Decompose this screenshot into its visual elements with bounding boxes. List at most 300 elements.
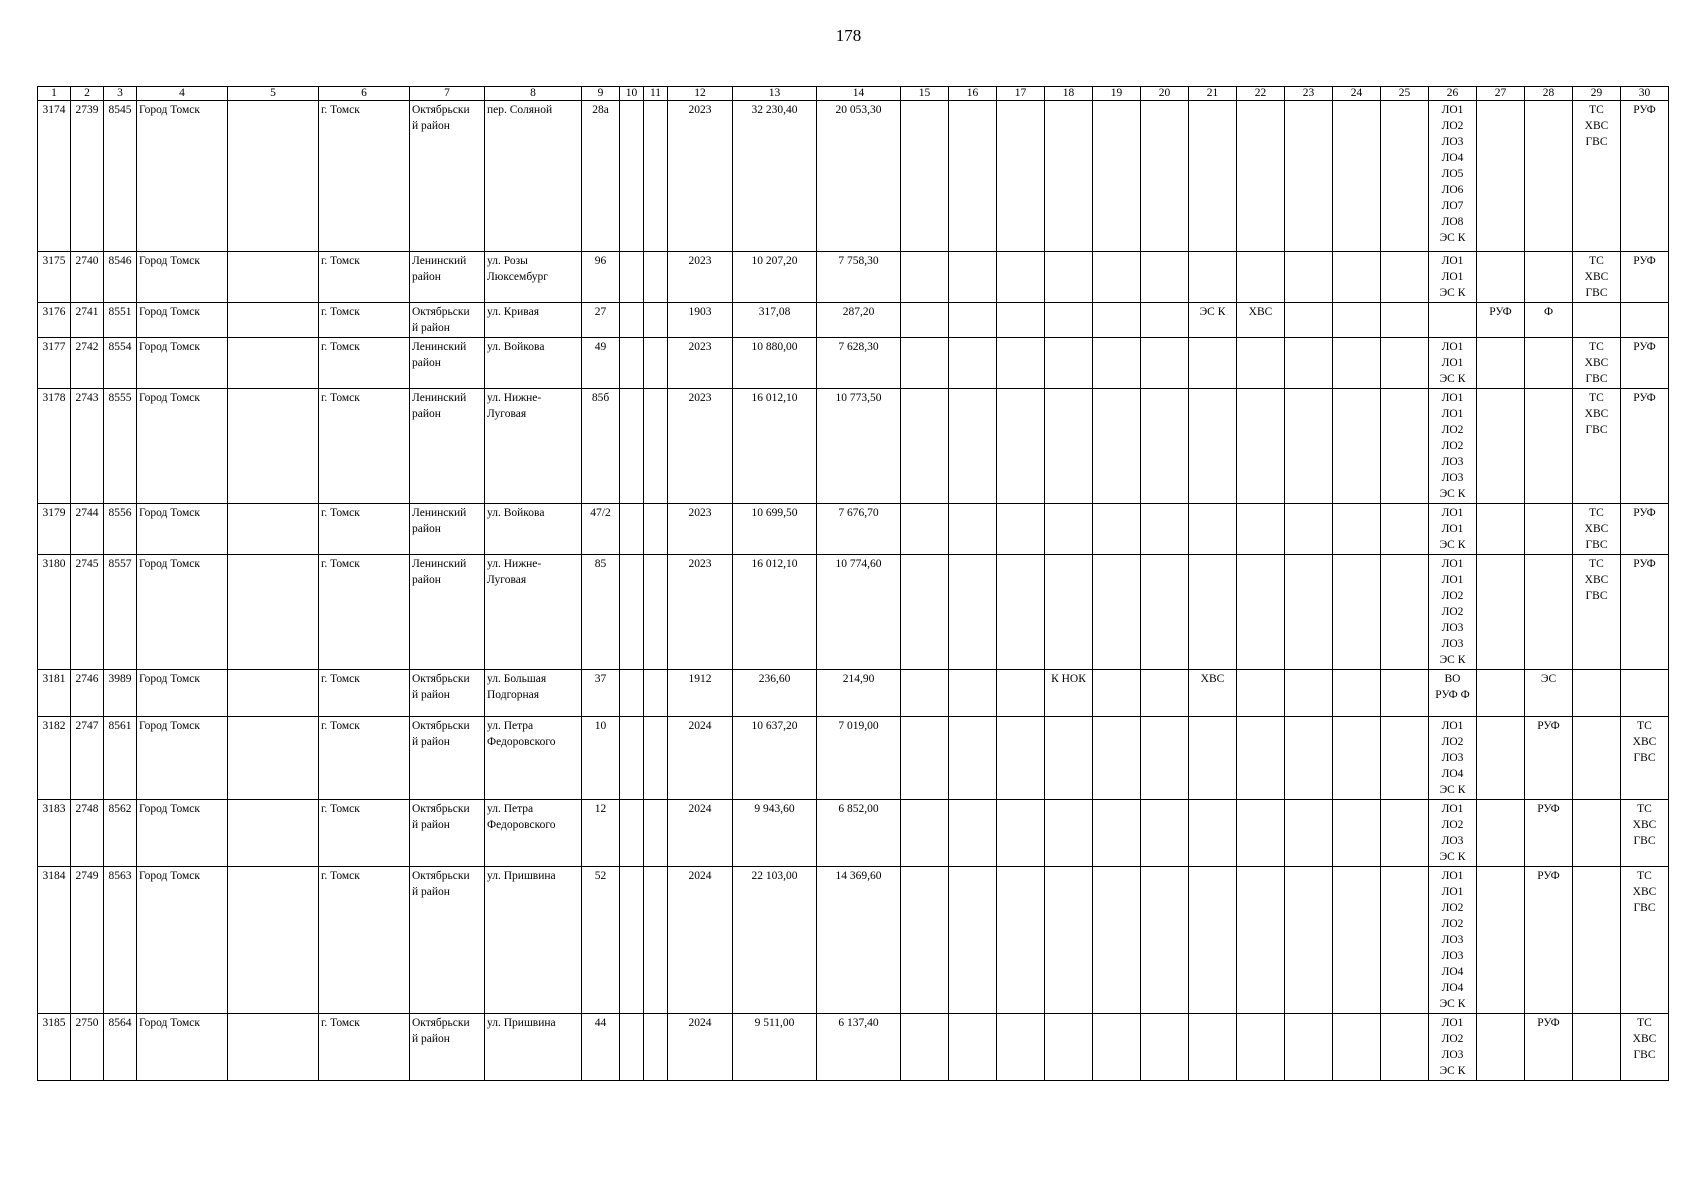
table-cell (1141, 717, 1189, 800)
table-cell (228, 717, 319, 800)
table-cell: Город Томск (137, 555, 228, 670)
table-cell: Октябрьски й район (410, 101, 485, 252)
table-cell (901, 800, 949, 867)
table-cell (1381, 504, 1429, 555)
table-cell: 20 053,30 (817, 101, 901, 252)
table-cell (1189, 800, 1237, 867)
table-cell: 3177 (38, 338, 71, 389)
table-cell (949, 252, 997, 303)
table-cell (1093, 338, 1141, 389)
table-cell: ТС ХВС ГВС (1573, 504, 1621, 555)
column-header: 23 (1285, 87, 1333, 101)
table-cell: ул. Пришвина (485, 1014, 582, 1081)
column-header: 26 (1429, 87, 1477, 101)
table-cell (644, 252, 668, 303)
table-cell: ЛО1 ЛО2 ЛО3 ЛО4 ЭС К (1429, 717, 1477, 800)
table-cell (1333, 555, 1381, 670)
table-cell (1285, 717, 1333, 800)
table-cell: 3174 (38, 101, 71, 252)
table-cell: 2747 (71, 717, 104, 800)
table-cell (228, 555, 319, 670)
column-header: 8 (485, 87, 582, 101)
table-cell (1093, 504, 1141, 555)
table-cell: 28а (582, 101, 620, 252)
table-cell: 44 (582, 1014, 620, 1081)
table-cell: Ленинский район (410, 504, 485, 555)
table-cell: Октябрьски й район (410, 800, 485, 867)
column-header: 15 (901, 87, 949, 101)
table-cell: 7 019,00 (817, 717, 901, 800)
table-cell (644, 670, 668, 717)
table-cell (1333, 303, 1381, 338)
table-cell (1093, 252, 1141, 303)
table-cell: 10 699,50 (733, 504, 817, 555)
table-cell (949, 389, 997, 504)
table-cell (1237, 504, 1285, 555)
table-cell: 3989 (104, 670, 137, 717)
table-cell (1285, 800, 1333, 867)
table-cell (1381, 389, 1429, 504)
table-cell: ЛО1 ЛО1 ЛО2 ЛО2 ЛО3 ЛО3 ЭС К (1429, 555, 1477, 670)
table-cell (1285, 101, 1333, 252)
table-cell: РУФ (1621, 338, 1669, 389)
column-header: 2 (71, 87, 104, 101)
table-cell (997, 670, 1045, 717)
table-cell (1141, 555, 1189, 670)
table-cell (1333, 101, 1381, 252)
table-cell: РУФ (1621, 555, 1669, 670)
table-cell: 2742 (71, 338, 104, 389)
table-cell: Город Томск (137, 303, 228, 338)
table-cell (949, 101, 997, 252)
table-cell (1333, 389, 1381, 504)
table-row (38, 504, 1669, 555)
table-cell (644, 800, 668, 867)
table-cell: 2750 (71, 1014, 104, 1081)
table-cell (1525, 338, 1573, 389)
table-cell: 8556 (104, 504, 137, 555)
table-cell (997, 338, 1045, 389)
table-cell (620, 252, 644, 303)
table-cell: ул. Большая Подгорная (485, 670, 582, 717)
column-header: 29 (1573, 87, 1621, 101)
table-cell: ТС ХВС ГВС (1621, 800, 1669, 867)
table-cell: 8551 (104, 303, 137, 338)
table-cell: 1912 (668, 670, 733, 717)
table-cell: ЛО1 ЛО1 ЛО2 ЛО2 ЛО3 ЛО3 ЛО4 ЛО4 ЭС К (1429, 867, 1477, 1014)
table-cell (1285, 303, 1333, 338)
column-header: 6 (319, 87, 410, 101)
table-cell (997, 389, 1045, 504)
table-cell (1381, 101, 1429, 252)
table-cell: 96 (582, 252, 620, 303)
table-cell (1141, 867, 1189, 1014)
table-cell (1189, 504, 1237, 555)
table-cell: г. Томск (319, 389, 410, 504)
table-cell (1573, 1014, 1621, 1081)
table-cell (228, 338, 319, 389)
table-cell (1285, 1014, 1333, 1081)
table-cell: РУФ (1525, 1014, 1573, 1081)
table-cell: ул. Петра Федоровского (485, 717, 582, 800)
table-cell (997, 555, 1045, 670)
column-header: 10 (620, 87, 644, 101)
table-cell: Октябрьски й район (410, 303, 485, 338)
table-cell (1333, 252, 1381, 303)
table-cell: Город Томск (137, 1014, 228, 1081)
table-cell (949, 555, 997, 670)
table-cell (997, 504, 1045, 555)
table-cell: 9 943,60 (733, 800, 817, 867)
table-cell (901, 717, 949, 800)
column-header: 27 (1477, 87, 1525, 101)
table-cell: 3185 (38, 1014, 71, 1081)
column-header: 3 (104, 87, 137, 101)
table-cell: ул. Войкова (485, 338, 582, 389)
table-cell (1573, 717, 1621, 800)
table-cell (644, 717, 668, 800)
table-cell (1237, 1014, 1285, 1081)
table-cell: 3176 (38, 303, 71, 338)
table-cell: 236,60 (733, 670, 817, 717)
table-cell (1141, 670, 1189, 717)
register-table (37, 86, 1669, 1081)
page-number: 178 (835, 26, 862, 45)
table-cell: 2745 (71, 555, 104, 670)
table-cell (949, 504, 997, 555)
table-cell (1333, 800, 1381, 867)
table-cell (1045, 101, 1093, 252)
table-cell (228, 101, 319, 252)
table-cell (1285, 555, 1333, 670)
table-cell (1237, 338, 1285, 389)
table-cell: Ленинский район (410, 389, 485, 504)
table-cell: 10 (582, 717, 620, 800)
table-cell (1477, 555, 1525, 670)
table-cell (1333, 867, 1381, 1014)
table-cell: 2739 (71, 101, 104, 252)
table-cell (1093, 670, 1141, 717)
table-cell (620, 303, 644, 338)
table-cell (1525, 504, 1573, 555)
table-cell (1093, 717, 1141, 800)
table-cell (1573, 867, 1621, 1014)
table-cell (901, 101, 949, 252)
table-cell: 8555 (104, 389, 137, 504)
table-cell: ЛО1 ЛО2 ЛО3 ЭС К (1429, 1014, 1477, 1081)
table-cell (644, 555, 668, 670)
table-cell: 8546 (104, 252, 137, 303)
table-cell: 16 012,10 (733, 389, 817, 504)
column-header: 14 (817, 87, 901, 101)
table-cell: Город Томск (137, 800, 228, 867)
table-cell: 2024 (668, 867, 733, 1014)
column-header: 12 (668, 87, 733, 101)
table-cell (1381, 717, 1429, 800)
table-cell (1333, 338, 1381, 389)
table-cell: Город Томск (137, 338, 228, 389)
table-cell (1045, 504, 1093, 555)
column-header: 18 (1045, 87, 1093, 101)
table-cell: 287,20 (817, 303, 901, 338)
table-cell: 47/2 (582, 504, 620, 555)
table-cell (1621, 303, 1669, 338)
table-cell (1381, 303, 1429, 338)
table-cell (1525, 252, 1573, 303)
table-cell: ЭС (1525, 670, 1573, 717)
table-cell (228, 389, 319, 504)
table-cell (1573, 303, 1621, 338)
table-cell: 85 (582, 555, 620, 670)
table-cell: 10 207,20 (733, 252, 817, 303)
column-header: 13 (733, 87, 817, 101)
table-cell (620, 555, 644, 670)
table-cell: г. Томск (319, 800, 410, 867)
table-cell: г. Томск (319, 670, 410, 717)
table-cell (620, 338, 644, 389)
table-cell (1525, 555, 1573, 670)
table-row (38, 1014, 1669, 1081)
table-cell: ЛО1 ЛО2 ЛО3 ЭС К (1429, 800, 1477, 867)
table-cell: ТС ХВС ГВС (1621, 717, 1669, 800)
table-cell (1477, 101, 1525, 252)
table-cell: Город Томск (137, 389, 228, 504)
table-cell: 2023 (668, 101, 733, 252)
table-cell: ул. Нижне- Луговая (485, 389, 582, 504)
table-cell (1189, 867, 1237, 1014)
table-cell (901, 504, 949, 555)
table-cell: РУФ (1621, 101, 1669, 252)
table-cell (1477, 867, 1525, 1014)
table-cell (901, 670, 949, 717)
table-cell: К НОК (1045, 670, 1093, 717)
table-cell (1045, 867, 1093, 1014)
table-cell: 8561 (104, 717, 137, 800)
table-cell (997, 800, 1045, 867)
table-cell (1381, 1014, 1429, 1081)
table-cell (1381, 867, 1429, 1014)
table-cell (1141, 303, 1189, 338)
table-cell: Город Томск (137, 717, 228, 800)
table-row (38, 670, 1669, 717)
table-cell: Город Томск (137, 504, 228, 555)
table-cell: ул. Петра Федоровского (485, 800, 582, 867)
table-cell (901, 338, 949, 389)
table-cell: г. Томск (319, 717, 410, 800)
table-cell (1237, 867, 1285, 1014)
table-cell (1189, 555, 1237, 670)
table-cell (1093, 555, 1141, 670)
table-cell: 27 (582, 303, 620, 338)
table-cell: Город Томск (137, 867, 228, 1014)
column-header: 1 (38, 87, 71, 101)
table-cell: Ленинский район (410, 338, 485, 389)
table-cell (1477, 800, 1525, 867)
column-header: 28 (1525, 87, 1573, 101)
table-cell (1093, 303, 1141, 338)
table-cell (949, 1014, 997, 1081)
table-cell: РУФ (1621, 504, 1669, 555)
table-cell (620, 867, 644, 1014)
table-cell: ЛО1 ЛО1 ЛО2 ЛО2 ЛО3 ЛО3 ЭС К (1429, 389, 1477, 504)
table-cell: 3183 (38, 800, 71, 867)
table-cell (1333, 670, 1381, 717)
header-row (38, 87, 1669, 101)
column-header: 17 (997, 87, 1045, 101)
table-cell: 7 628,30 (817, 338, 901, 389)
table-cell: ТС ХВС ГВС (1573, 338, 1621, 389)
table-cell (997, 101, 1045, 252)
table-cell: 52 (582, 867, 620, 1014)
table-cell: 2746 (71, 670, 104, 717)
table-cell: 2741 (71, 303, 104, 338)
table-cell (1237, 670, 1285, 717)
table-cell (1093, 867, 1141, 1014)
table-cell: Ленинский район (410, 252, 485, 303)
table-cell: 6 852,00 (817, 800, 901, 867)
table-cell: 2024 (668, 800, 733, 867)
table-cell: 8564 (104, 1014, 137, 1081)
table-cell: 2749 (71, 867, 104, 1014)
table-cell: 2740 (71, 252, 104, 303)
table-cell (1285, 867, 1333, 1014)
table-cell (1237, 717, 1285, 800)
table-cell (1477, 717, 1525, 800)
column-header: 30 (1621, 87, 1669, 101)
table-cell: ТС ХВС ГВС (1573, 555, 1621, 670)
column-header: 4 (137, 87, 228, 101)
table-cell (620, 389, 644, 504)
table-cell (1045, 717, 1093, 800)
table-cell (901, 303, 949, 338)
table-cell (620, 504, 644, 555)
table-cell (1237, 252, 1285, 303)
table-cell: 2023 (668, 504, 733, 555)
column-header: 20 (1141, 87, 1189, 101)
table-cell: ТС ХВС ГВС (1621, 1014, 1669, 1081)
table-cell (228, 800, 319, 867)
table-cell (1141, 800, 1189, 867)
table-cell (1381, 800, 1429, 867)
table-cell (1237, 389, 1285, 504)
table-cell: 14 369,60 (817, 867, 901, 1014)
table-cell (1045, 555, 1093, 670)
table-cell (228, 252, 319, 303)
table-cell: РУФ (1621, 252, 1669, 303)
table-cell (1045, 389, 1093, 504)
table-cell (1141, 1014, 1189, 1081)
table-cell: г. Томск (319, 101, 410, 252)
table-cell: ул. Пришвина (485, 867, 582, 1014)
table-cell (1285, 252, 1333, 303)
table-cell (1285, 338, 1333, 389)
table-cell (1477, 1014, 1525, 1081)
table-cell: РУФ (1477, 303, 1525, 338)
table-cell: 3181 (38, 670, 71, 717)
table-cell (901, 252, 949, 303)
table-cell (1477, 670, 1525, 717)
table-cell (1573, 800, 1621, 867)
table-cell: г. Томск (319, 504, 410, 555)
table-cell: ХВС (1237, 303, 1285, 338)
table-row (38, 717, 1669, 800)
table-cell: 8563 (104, 867, 137, 1014)
table-row (38, 389, 1669, 504)
table-cell (1285, 389, 1333, 504)
table-cell (1333, 504, 1381, 555)
table-cell: 2744 (71, 504, 104, 555)
table-cell: 9 511,00 (733, 1014, 817, 1081)
table-cell (620, 717, 644, 800)
table-cell: Октябрьски й район (410, 1014, 485, 1081)
table-cell (1525, 101, 1573, 252)
column-header: 25 (1381, 87, 1429, 101)
table-row (38, 303, 1669, 338)
table-cell (228, 867, 319, 1014)
table-cell: ТС ХВС ГВС (1573, 252, 1621, 303)
column-header: 22 (1237, 87, 1285, 101)
table-cell (1141, 101, 1189, 252)
table-cell: 10 637,20 (733, 717, 817, 800)
table-cell (644, 101, 668, 252)
table-cell: 10 774,60 (817, 555, 901, 670)
column-header: 24 (1333, 87, 1381, 101)
table-cell (1189, 1014, 1237, 1081)
table-cell (620, 101, 644, 252)
table-cell: Город Томск (137, 101, 228, 252)
table-cell (1141, 338, 1189, 389)
table-cell (1237, 101, 1285, 252)
table-cell (1333, 1014, 1381, 1081)
table-cell (1381, 338, 1429, 389)
table-cell (1141, 504, 1189, 555)
table-cell (644, 338, 668, 389)
table-cell (901, 555, 949, 670)
table-cell: Город Томск (137, 252, 228, 303)
table-cell: Октябрьски й район (410, 867, 485, 1014)
table-cell: Ленинский район (410, 555, 485, 670)
table-cell (949, 670, 997, 717)
table-cell (997, 1014, 1045, 1081)
table-cell: 2023 (668, 555, 733, 670)
table-cell (949, 800, 997, 867)
table-cell: 8545 (104, 101, 137, 252)
table-cell: 214,90 (817, 670, 901, 717)
table-row (38, 338, 1669, 389)
table-cell: Октябрьски й район (410, 717, 485, 800)
table-cell: Ф (1525, 303, 1573, 338)
table-cell: 32 230,40 (733, 101, 817, 252)
table-cell: 317,08 (733, 303, 817, 338)
column-header: 7 (410, 87, 485, 101)
table-cell: 3179 (38, 504, 71, 555)
table-cell: 2024 (668, 717, 733, 800)
table-cell (1189, 717, 1237, 800)
table-cell (997, 252, 1045, 303)
table-cell (1093, 1014, 1141, 1081)
table-cell (1477, 252, 1525, 303)
table-cell: ЛО1 ЛО2 ЛО3 ЛО4 ЛО5 ЛО6 ЛО7 ЛО8 ЭС К (1429, 101, 1477, 252)
table-cell: Город Томск (137, 670, 228, 717)
table-cell: г. Томск (319, 867, 410, 1014)
table-cell (1189, 338, 1237, 389)
table-cell: пер. Соляной (485, 101, 582, 252)
table-cell (1477, 389, 1525, 504)
table-row (38, 101, 1669, 252)
table-cell (620, 1014, 644, 1081)
table-cell: г. Томск (319, 555, 410, 670)
table-cell: 22 103,00 (733, 867, 817, 1014)
